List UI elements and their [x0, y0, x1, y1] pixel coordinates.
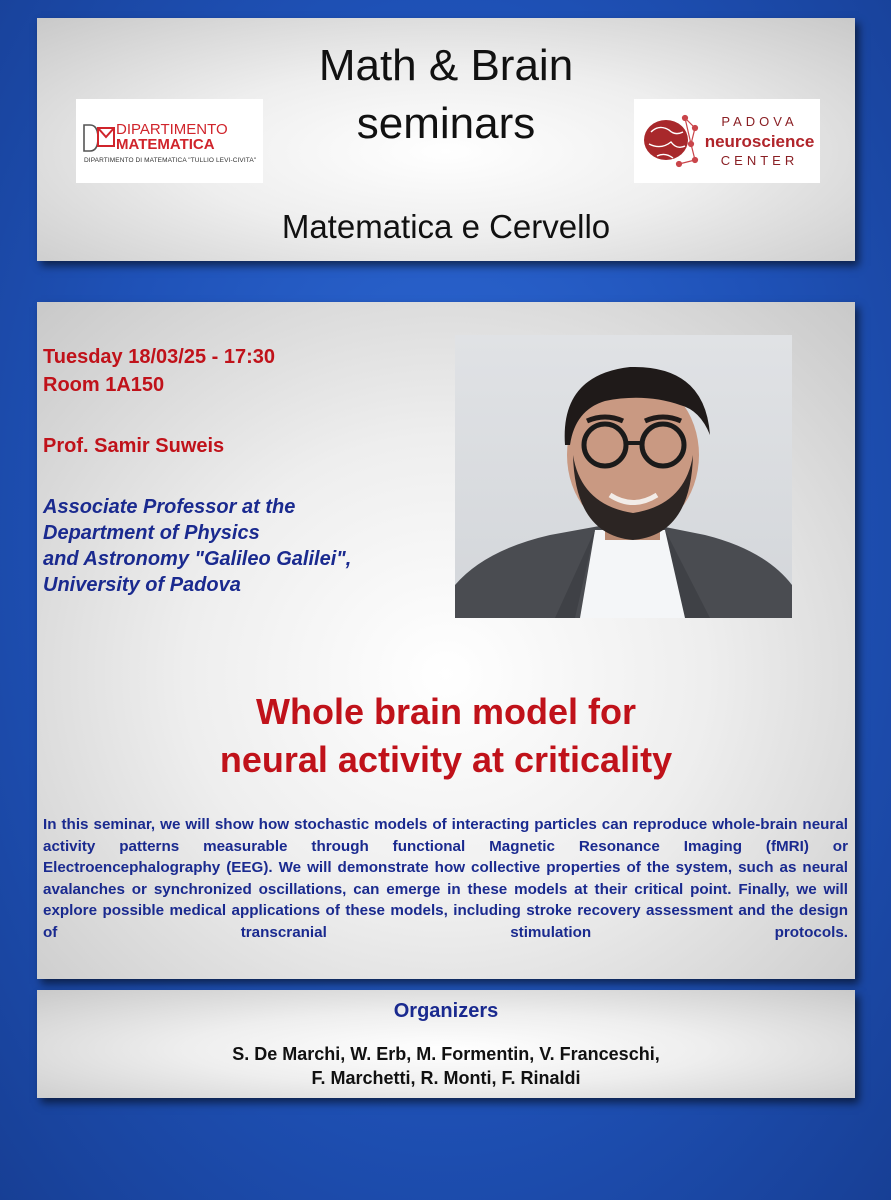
talk-title-line1: Whole brain model for	[255, 691, 636, 732]
speaker-photo	[455, 335, 792, 618]
affiliation-line: Associate Professor at the	[43, 496, 296, 518]
event-datetime: Tuesday 18/03/25 - 17:30	[43, 346, 275, 368]
dm-name-line1: DIPARTIMENTO	[116, 121, 228, 138]
seminar-title-line2: seminars	[356, 99, 536, 148]
seminar-subtitle: Matematica e Cervello	[281, 208, 611, 245]
pnc-line1: PADOVA	[721, 114, 798, 129]
affiliation-line: University of Padova	[43, 574, 241, 596]
speaker-portrait-image	[455, 335, 792, 618]
seminar-title-line1: Math & Brain	[318, 41, 574, 90]
dm-name-line2: MATEMATICA	[116, 136, 215, 153]
brain-network-icon	[639, 110, 699, 172]
pnc-line3: CENTER	[720, 153, 799, 168]
dm-logo-icon	[82, 123, 116, 153]
organizers-line2: F. Marchetti, R. Monti, F. Rinaldi	[311, 1068, 581, 1088]
organizers-heading: Organizers	[393, 1000, 499, 1022]
header-panel	[37, 18, 855, 261]
talk-abstract: In this seminar, we will show how stochastic models of interacting particles can reproduce whole-brain neural activity patterns measurable through functional Magnetic Resonance Imaging (fMRI) or Electroencephalography (EEG). We will demonstrate how collective properties of the system, such as neural avalanches or synchronized oscillations, can emerge in these models at their critical point. Finally, we will explore possible medical applications of these models, including stroke recovery assessment and the design of transcranial stimulation protocols.	[43, 816, 848, 941]
organizers-line1: S. De Marchi, W. Erb, M. Formentin, V. Franceschi,	[232, 1044, 660, 1064]
speaker-name: Prof. Samir Suweis	[43, 435, 225, 457]
dipartimento-matematica-logo	[76, 99, 263, 183]
affiliation-line: and Astronomy "Galileo Galilei",	[43, 548, 352, 570]
dm-subline: DIPARTIMENTO DI MATEMATICA "TULLIO LEVI-CIVITA"	[84, 157, 257, 164]
event-room: Room 1A150	[43, 374, 165, 396]
affiliation-line: Department of Physics	[43, 522, 260, 544]
event-panel	[37, 302, 855, 979]
speaker-affiliation	[43, 494, 403, 598]
organizers-panel	[37, 990, 855, 1098]
padova-neuroscience-center-logo	[634, 99, 820, 183]
pnc-line2: neuroscience	[704, 132, 815, 151]
talk-title-line2: neural activity at criticality	[219, 739, 673, 780]
